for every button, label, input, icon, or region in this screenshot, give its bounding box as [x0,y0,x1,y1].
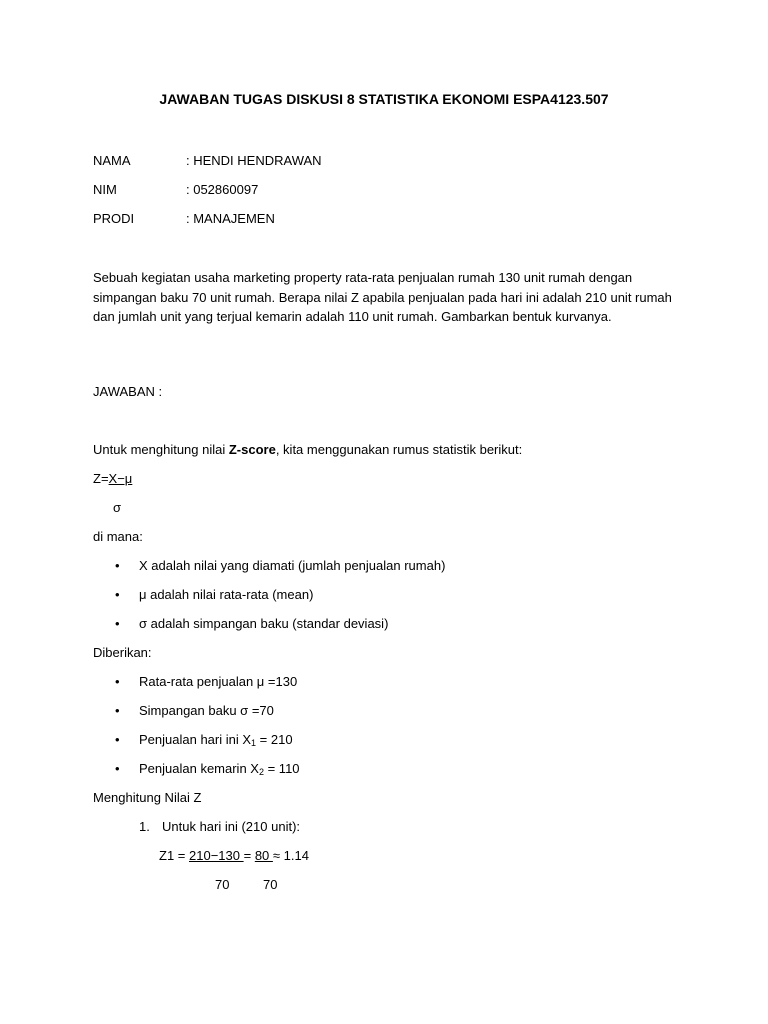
info-label-nama: NAMA [93,153,131,168]
given-item-subscript: 2 [258,767,264,777]
info-label-prodi: PRODI [93,211,135,226]
given-label: Diberikan: [93,645,152,660]
given-item-value: = 110 [263,761,300,776]
eq-numerator-1: 210−130 [189,848,244,863]
given-item: Simpangan baku σ =70 [139,703,274,718]
compute-heading: Menghitung Nilai Z [93,790,202,805]
given-item [139,732,293,748]
bullet-icon: • [115,703,120,718]
given-item-subscript: 1 [251,738,257,748]
formula-numerator: X−μ [108,471,133,486]
info-label-nim: NIM [93,182,117,197]
answer-heading: JAWABAN : [93,384,163,399]
document-title: JAWABAN TUGAS DISKUSI 8 STATISTIKA EKONOMI ESPA4123.507 [159,91,609,107]
given-item [139,761,300,777]
given-item-text: Penjualan hari ini X [139,732,252,747]
step-label: Untuk hari ini (210 unit): [162,819,301,834]
info-value-nama: : HENDI HENDRAWAN [186,153,322,168]
info-value-nim: : 052860097 [186,182,259,197]
info-value-prodi: : MANAJEMEN [186,211,275,226]
where-item: σ adalah simpangan baku (standar deviasi) [139,616,389,631]
intro-line [93,442,522,458]
intro-after: , kita menggunakan rumus statistik berikut: [275,442,523,457]
bullet-icon: • [115,587,120,602]
bullet-icon: • [115,616,120,631]
given-item: Rata-rata penjualan μ =130 [139,674,298,689]
eq-prefix: Z1 = [159,848,189,863]
intro-bold-zscore: Z-score [228,442,276,457]
eq-numerator-2: 80 [254,848,273,863]
step1-equation [159,848,309,864]
eq-suffix: ≈ 1.14 [272,848,309,863]
bullet-icon: • [115,558,120,573]
bullet-icon: • [115,732,120,747]
intro-before: Untuk menghitung nilai [93,442,229,457]
formula-denominator: σ [113,500,122,515]
where-item: X adalah nilai yang diamati (jumlah penjualan rumah) [139,558,446,573]
eq-mid: = [243,848,255,863]
where-item: μ adalah nilai rata-rata (mean) [139,587,314,602]
question-paragraph: Sebuah kegiatan usaha marketing property rata-rata penjualan rumah 130 unit rumah dengan simpangan baku 70 unit rumah. Berapa nilai Z apabila penjualan pada hari ini adalah 210 unit rumah dan jumlah unit yang terjual kemarin adalah 110 unit rumah. Gambarkan bentuk kurvanya. [93,270,672,324]
eq-denominator-1: 70 [215,877,230,892]
given-item-value: = 210 [256,732,293,747]
bullet-icon: • [115,761,120,776]
formula-line [93,471,132,487]
step-number: 1. [139,819,150,834]
given-item-text: Penjualan kemarin X [139,761,259,776]
formula-prefix: Z= [93,471,109,486]
eq-denominator-2: 70 [263,877,278,892]
bullet-icon: • [115,674,120,689]
where-label: di mana: [93,529,143,544]
